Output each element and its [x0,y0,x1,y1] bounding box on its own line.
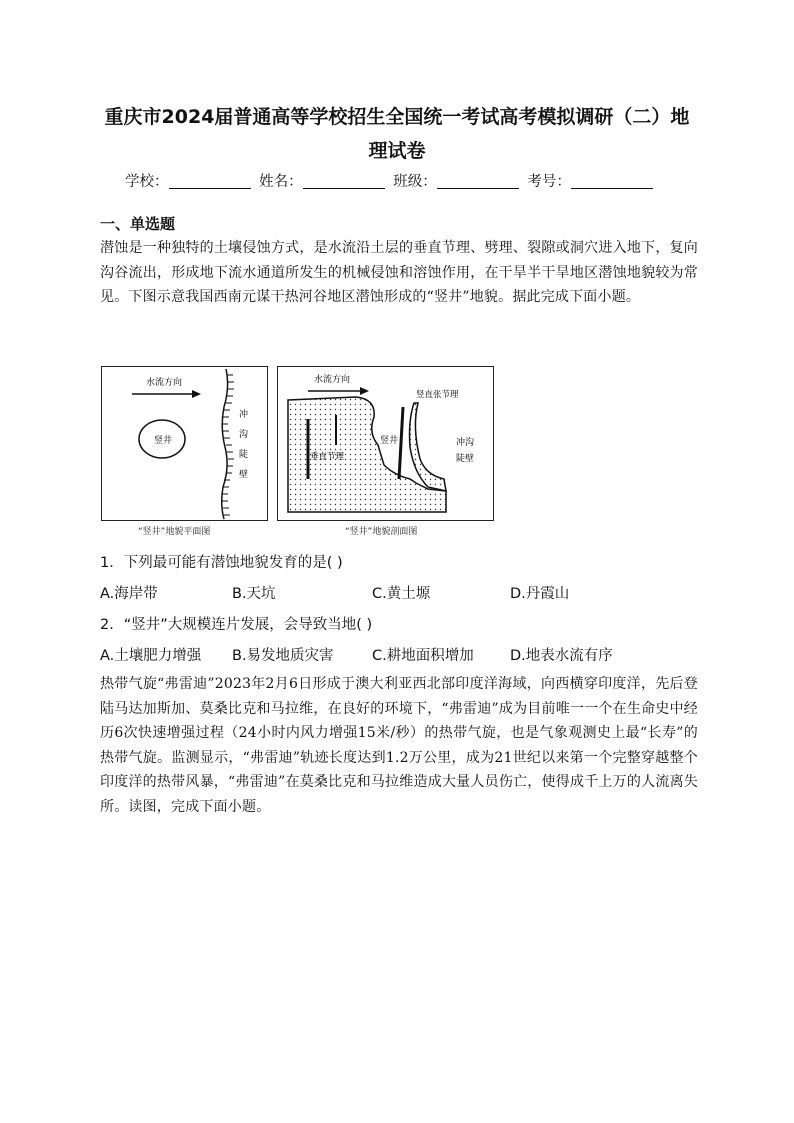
school-label: 学校： [125,174,169,190]
wall-char-2: 沟 [239,430,249,440]
steep-wall-label: 陡壁 [456,454,475,464]
title-line-2: 理试卷 [368,140,426,162]
gully-label: 冲沟 [456,438,475,448]
question-2-stem: 2．“竖井”大规模连片发展，会导致当地( ) [100,617,373,633]
shaft-label: 竖井 [154,436,173,446]
figure-plan-caption: “竖井”地貌平面图 [138,527,211,537]
tension-joint-line [399,407,403,479]
class-blank[interactable] [437,172,519,189]
flow-direction-label-2: 水流方向 [314,375,351,385]
passage-subsurface-erosion: 潜蚀是一种独特的土壤侵蚀方式，是水流沿土层的垂直节理、劈理、裂隙或洞穴进入地下，复向沟谷流出，形成地下流水通道所发生的机械侵蚀和溶蚀作用，在干旱半干旱地区潜蚀地貌较为常见。下图示意我国西南元谋干热河谷地区潜蚀形成的“竖井”地貌。据此完成下面小题。 [100,240,698,305]
question-1-stem: 1．下列最可能有潜蚀地貌发育的是( ) [100,555,343,571]
q2-option-c[interactable]: C.耕地面积增加 [372,648,474,664]
class-label: 班级： [393,174,437,190]
name-label: 姓名： [259,174,303,190]
q2-option-a[interactable]: A.土壤肥力增强 [100,648,202,664]
figure-section-caption: “竖井”地貌剖面图 [345,527,418,537]
q1-option-d[interactable]: D.丹霞山 [510,586,570,602]
exam-number-blank[interactable] [571,172,653,189]
figure-cross-section [277,366,494,521]
shaft-label-2: 竖井 [380,436,399,446]
passage-cyclone-freddy: 热带气旋“弗雷迪”2023年2月6日形成于澳大利亚西北部印度洋海域，向西横穿印度洋，先后登陆马达加斯加、莫桑比克和马拉维，在良好的环境下，“弗雷迪”成为目前唯一一个在生命史中经历6次快速增强过程（24小时内风力增强15米/秒）的热带气旋，也是气象观测史上最“长寿”的热带气旋。监测显示，“弗雷迪”轨迹长度达到1.2万公里，成为21世纪以来第一个完整穿越整个印度洋的热带风暴，“弗雷迪”在莫桑比克和马拉维造成大量人员伤亡，使得成千上万的人流离失所。读图，完成下面小题。 [100,676,698,815]
q2-option-d[interactable]: D.地表水流有序 [510,648,613,664]
tension-joint-label: 竖直张节理 [416,390,459,400]
q2-option-b[interactable]: B.易发地质灾害 [232,648,334,664]
gully-wall-line [222,369,228,519]
plan-view-diagram [102,367,267,520]
student-info-row [125,170,685,191]
page-title [90,100,704,168]
soil-body-right [410,403,447,491]
figure-plan-view [101,366,268,521]
q1-option-c[interactable]: C.黄土塬 [372,586,431,602]
vertical-joint-label: 垂直节理 [310,452,345,462]
q1-option-b[interactable]: B.天坑 [232,586,276,602]
q1-option-a[interactable]: A.海岸带 [100,586,158,602]
flow-direction-label: 水流方向 [146,378,183,388]
title-line-1: 重庆市2024届普通高等学校招生全国统一考试高考模拟调研（二）地 [104,106,690,128]
school-blank[interactable] [169,172,251,189]
name-blank[interactable] [303,172,385,189]
flow-arrow-head [192,390,201,398]
exam-number-label: 考号： [527,174,571,190]
wall-char-4: 壁 [239,470,249,480]
cross-section-diagram [278,367,493,520]
section-heading: 一、单选题 [100,215,176,233]
flow-arrow-head-2 [360,387,369,395]
wall-char-1: 冲 [239,410,249,420]
wall-char-3: 陡 [239,450,249,460]
